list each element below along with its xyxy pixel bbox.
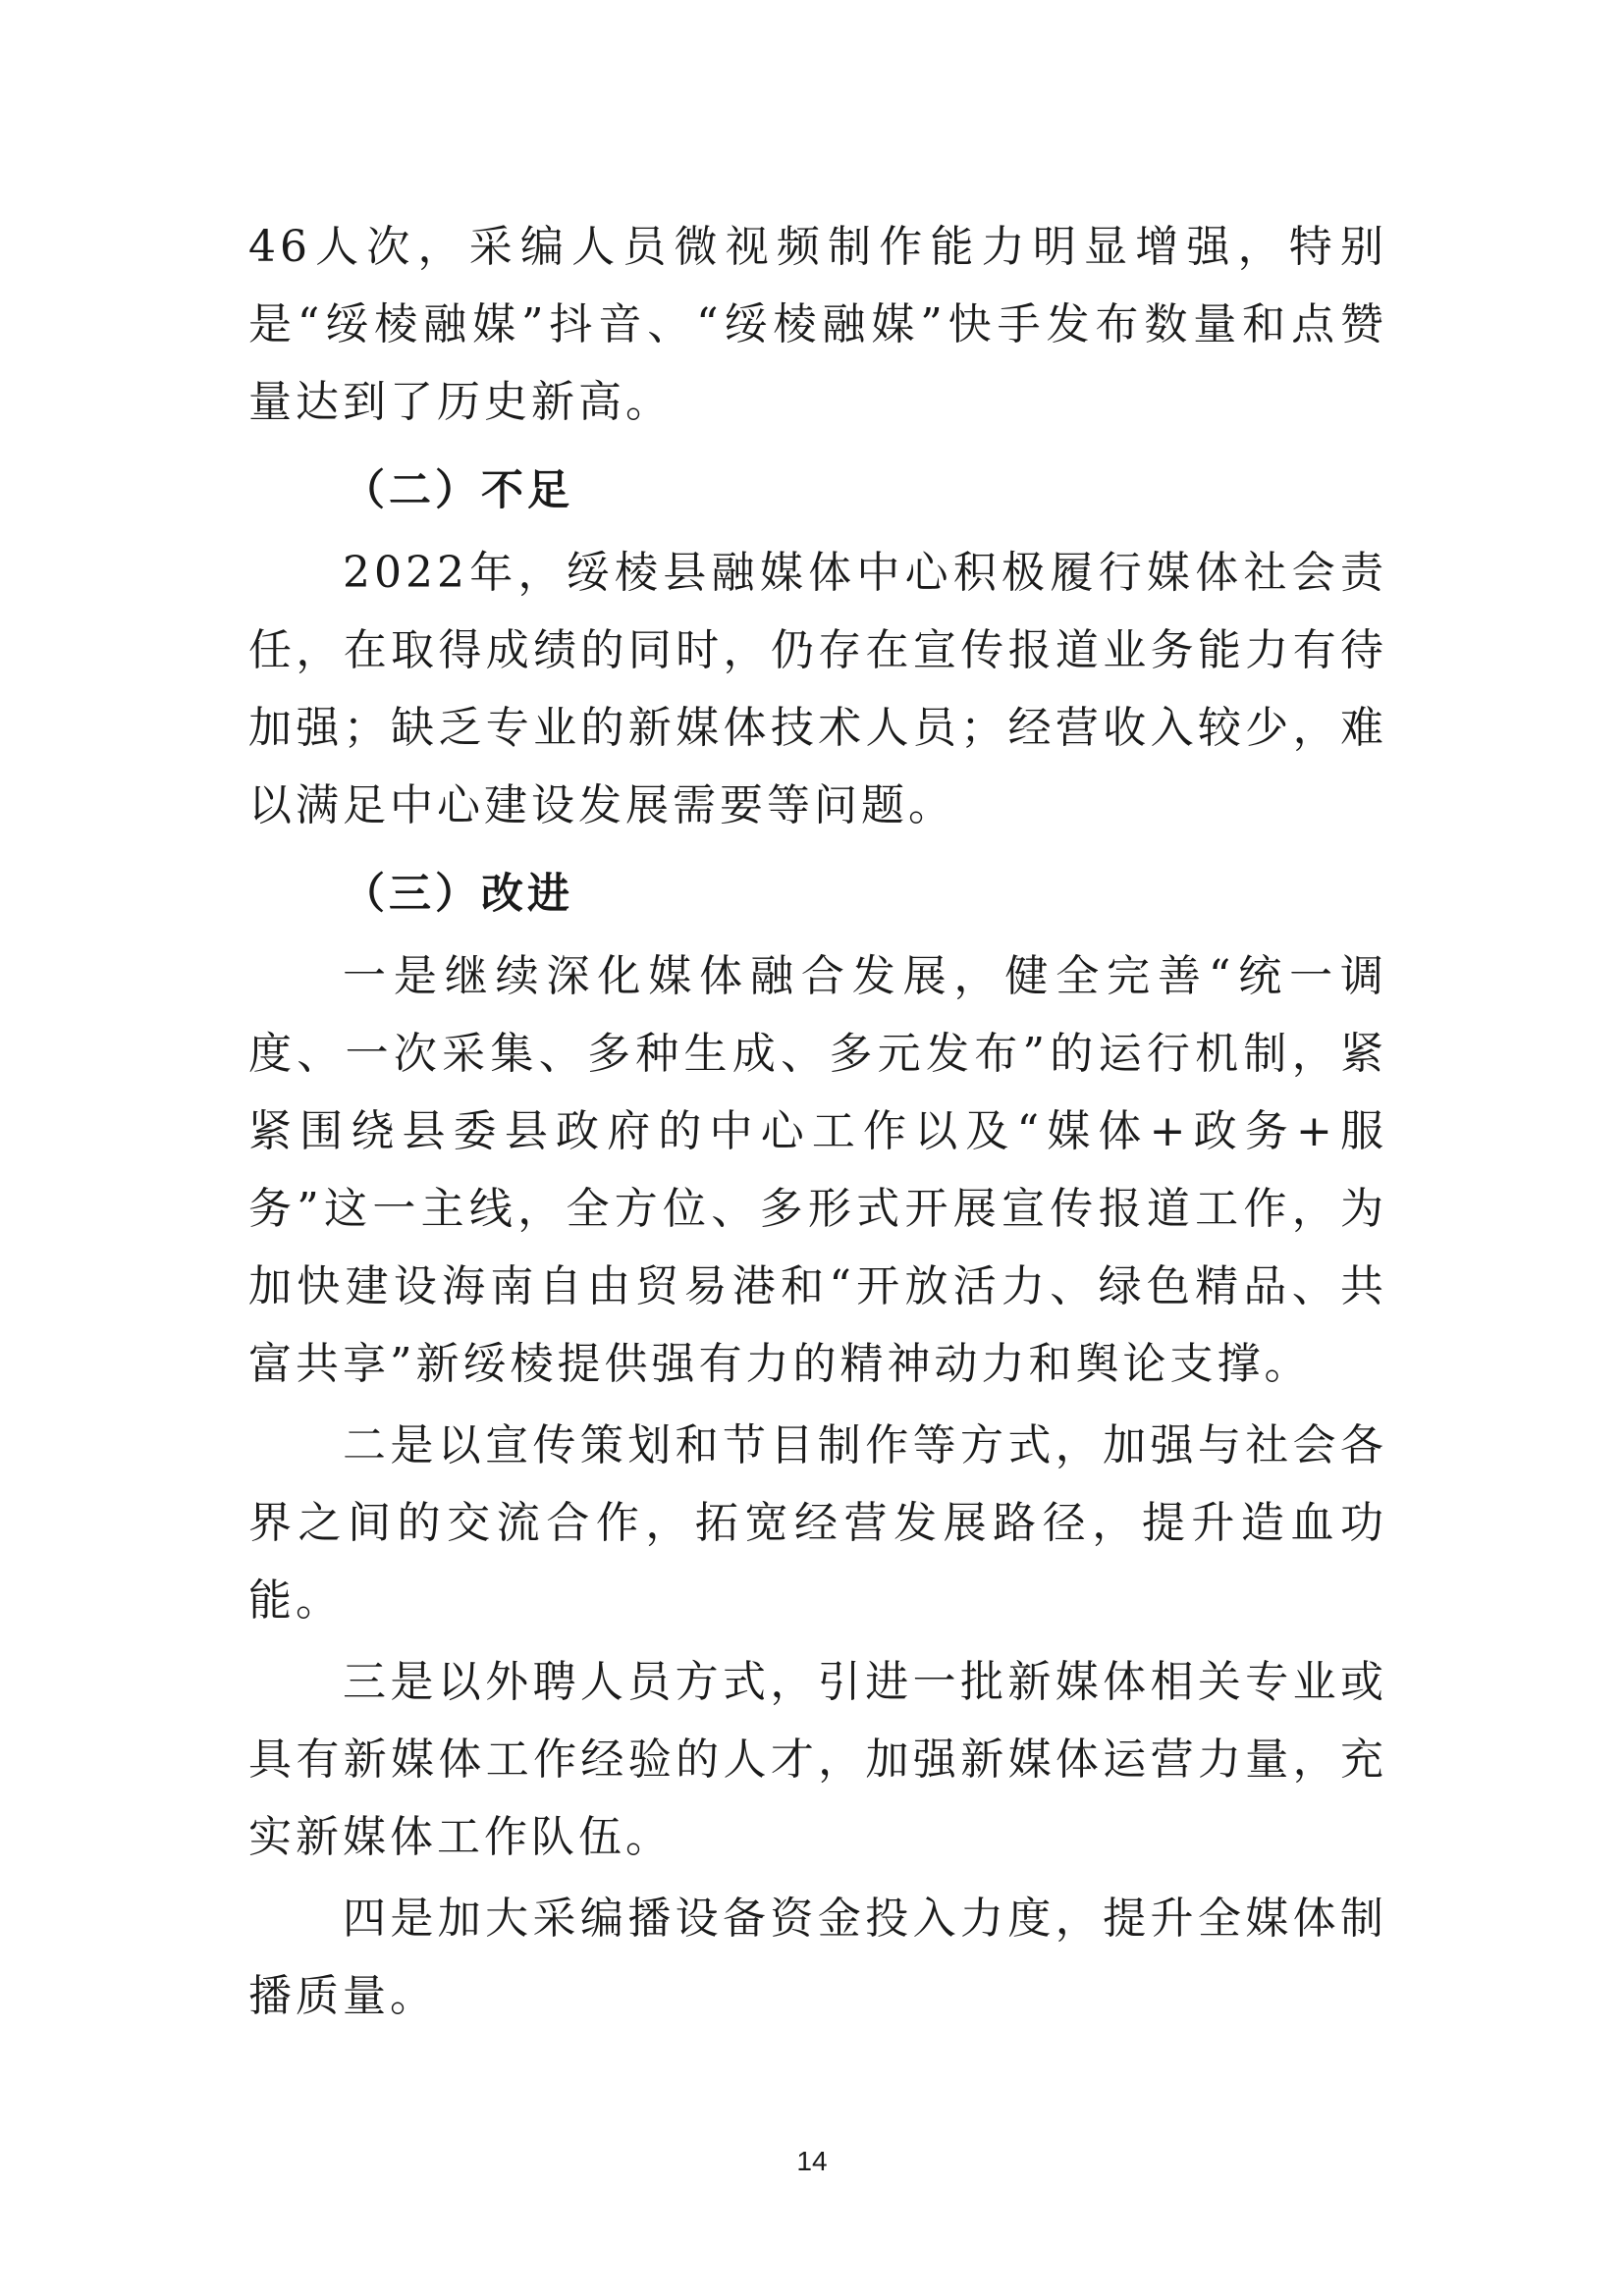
- paragraph-continuation: 46人次，采编人员微视频制作能力明显增强，特别是“绥棱融媒”抖音、“绥棱融媒”快手发布数量和点赞量达到了历史新高。: [248, 222, 1387, 427]
- paragraph-shortcomings: 2022年，绥棱县融媒体中心积极履行媒体社会责任，在取得成绩的同时，仍存在宣传报道业务能力有待加强；缺乏专业的新媒体技术人员；经营收入较少，难以满足中心建设发展需要等问题。: [248, 548, 1387, 830]
- page-number: 14: [796, 2146, 828, 2176]
- paragraph-improvement-4: 四是加大采编播设备资金投入力度，提升全媒体制播质量。: [248, 1894, 1387, 2021]
- paragraph-improvement-1: 一是继续深化媒体融合发展，健全完善“统一调度、一次采集、多种生成、多元发布”的运行机制，紧紧围绕县委县政府的中心工作以及“媒体+政务+服务”这一主线，全方位、多形式开展宣传报道工作，为加快建设海南自由贸易港和“开放活力、绿色精品、共富共享”新绥棱提供强有力的精神动力和舆论支撑。: [248, 951, 1387, 1389]
- paragraph-improvement-2: 二是以宣传策划和节目制作等方式，加强与社会各界之间的交流合作，拓宽经营发展路径，提升造血功能。: [248, 1420, 1387, 1626]
- section-heading-improvements: （三）改进: [343, 870, 573, 919]
- paragraph-improvement-3: 三是以外聘人员方式，引进一批新媒体相关专业或具有新媒体工作经验的人才，加强新媒体运营力量，充实新媒体工作队伍。: [248, 1657, 1387, 1862]
- section-heading-shortcomings: （二）不足: [343, 466, 573, 515]
- document-body: [248, 208, 1387, 2035]
